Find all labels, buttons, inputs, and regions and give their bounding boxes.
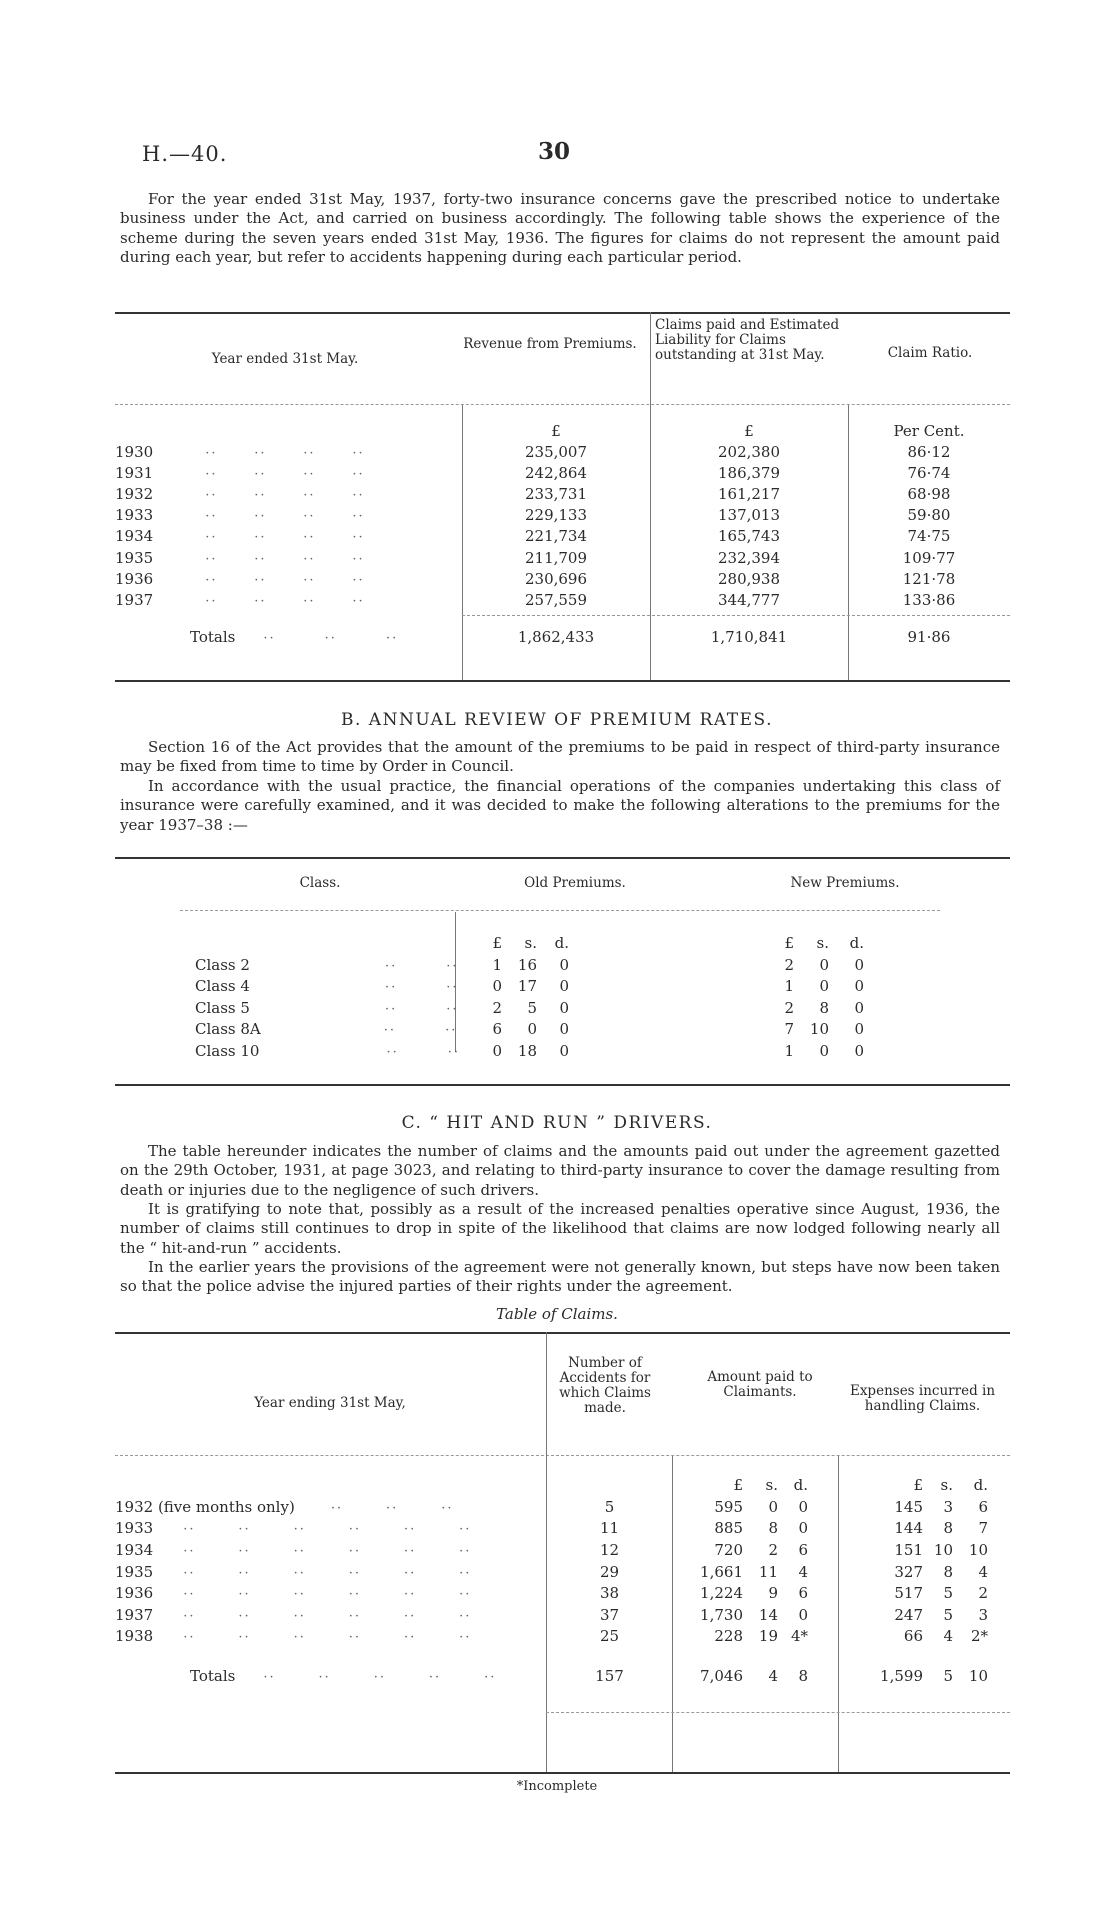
- expenses-pounds: 144: [894, 1519, 923, 1538]
- expenses-pence: 7: [978, 1519, 988, 1538]
- paid-pounds: 1,730: [700, 1605, 743, 1624]
- old-pounds: 0: [492, 977, 502, 996]
- unit-label: £: [551, 421, 561, 440]
- year-cell: 1935: [115, 548, 154, 567]
- old-pounds: 6: [492, 1020, 502, 1039]
- expenses-pence: 2*: [970, 1627, 988, 1646]
- revenue-cell: 229,133: [524, 506, 588, 525]
- new-pounds: 2: [784, 955, 794, 974]
- year-cell: 1933: [115, 1519, 154, 1538]
- class-cell: Class 2: [195, 955, 250, 974]
- col-header-year: Year ending 31st May,: [254, 1395, 406, 1411]
- totals-label: Totals: [190, 1667, 236, 1686]
- new-shillings: 0: [819, 955, 829, 974]
- section-b-title: B. ANNUAL REVIEW OF PREMIUM RATES.: [341, 710, 773, 730]
- section-c-paragraph-2: It is gratifying to note that, possibly as a result of the increased penalties operative since August, 1936, the number of claims still continues to drop in spite of the likelihood that claims are now lodged following nearly all the “ hit-and-run ” accidents.: [120, 1200, 1000, 1257]
- paid-pence: 0: [798, 1519, 808, 1538]
- totals-row: Totals ·· ·· ·· ·· ·· 157 7,046 4 8 1,599 5 10: [115, 1661, 988, 1691]
- expenses-shillings: 4: [943, 1627, 953, 1646]
- expenses-pence: 3: [978, 1605, 988, 1624]
- ratio-cell: 133·86: [902, 590, 956, 609]
- totals-row: Totals ·· ·· ·· 1,862,433 1,710,841 91·86: [115, 623, 1010, 651]
- class-cell: Class 8A: [195, 1020, 261, 1039]
- total-ratio: 91·86: [907, 627, 951, 646]
- premium-rates-body: [195, 932, 864, 1062]
- total-paid-shillings: 4: [768, 1667, 778, 1686]
- revenue-cell: 221,734: [524, 527, 588, 546]
- paid-pence: 4*: [790, 1627, 808, 1646]
- table-row: 1935 ·· ·· ·· ·· ·· ·· 29 1,661 11 4 327 8 4: [115, 1562, 988, 1581]
- col-header-new-premiums: New Premiums.: [790, 875, 900, 891]
- accidents-cell: 38: [599, 1584, 620, 1603]
- expenses-shillings: 5: [943, 1584, 953, 1603]
- col-header-old-premiums: Old Premiums.: [524, 875, 626, 891]
- table-row: 1938 ·· ·· ·· ·· ·· ·· 25 228 19 4* 66 4 2*: [115, 1627, 988, 1646]
- new-pounds: 1: [784, 977, 794, 996]
- class-cell: Class 10: [195, 1041, 260, 1060]
- revenue-cell: 235,007: [524, 442, 588, 461]
- year-cell: 1932: [115, 484, 154, 503]
- ratio-cell: 59·80: [907, 506, 951, 525]
- new-pence: 0: [854, 1041, 864, 1060]
- unit-pounds: £: [913, 1476, 923, 1494]
- claims-cell: 344,777: [717, 590, 781, 609]
- unit-pounds: £: [733, 1476, 743, 1494]
- expenses-pence: 4: [978, 1562, 988, 1581]
- expenses-pounds: 66: [903, 1627, 923, 1646]
- new-shillings: 8: [819, 998, 829, 1017]
- claims-cell: 202,380: [717, 442, 781, 461]
- table-rule: [115, 857, 1010, 859]
- old-pounds: 0: [492, 1041, 502, 1060]
- total-expenses-pounds: 1,599: [880, 1667, 923, 1686]
- new-pence: 0: [854, 977, 864, 996]
- table-rule: [115, 680, 1010, 682]
- total-revenue: 1,862,433: [517, 627, 595, 646]
- year-cell: 1936: [115, 1584, 154, 1603]
- table-rule: [462, 615, 1010, 616]
- table-rule: [115, 1772, 1010, 1774]
- paid-pence: 6: [798, 1584, 808, 1603]
- paid-pence: 6: [798, 1540, 808, 1559]
- table-row: 1931 ·· ·· ·· ·· 242,864 186,379 76·74: [115, 462, 1010, 483]
- accidents-cell: 25: [599, 1627, 620, 1646]
- paid-shillings: 0: [768, 1497, 778, 1516]
- total-accidents: 157: [595, 1667, 624, 1686]
- table-row: 1933 ·· ·· ·· ·· 229,133 137,013 59·80: [115, 505, 1010, 526]
- table-row: Class 10 ·· ·· 0 18 0 1 0 0: [195, 1041, 864, 1060]
- table-row: 1936 ·· ·· ·· ·· ·· ·· 38 1,224 9 6 517 5 2: [115, 1584, 988, 1603]
- unit-pence: d.: [849, 934, 864, 952]
- expenses-pence: 6: [978, 1497, 988, 1516]
- paid-pounds: 228: [714, 1627, 743, 1646]
- totals-label: Totals: [190, 627, 236, 646]
- ratio-cell: 121·78: [902, 569, 956, 588]
- year-cell: 1932 (five months only): [115, 1497, 295, 1516]
- class-cell: Class 5: [195, 998, 250, 1017]
- unit-pence: d.: [554, 934, 569, 952]
- old-pounds: 1: [492, 955, 502, 974]
- unit-pounds: £: [784, 934, 794, 952]
- table-rule: [115, 1455, 1010, 1456]
- table-row: Class 5 ·· ·· 2 5 0 2 8 0: [195, 998, 864, 1017]
- unit-shillings: s.: [940, 1476, 953, 1494]
- new-pence: 0: [854, 1020, 864, 1039]
- section-b-paragraph-1: Section 16 of the Act provides that the amount of the premiums to be paid in respect of third-party insurance may be fixed from time to time by Order in Council.: [120, 738, 1000, 776]
- col-header-year: Year ended 31st May.: [211, 351, 359, 367]
- accidents-cell: 5: [604, 1497, 615, 1516]
- year-cell: 1933: [115, 506, 154, 525]
- units-row: [195, 932, 864, 954]
- page-number: 30: [538, 138, 571, 165]
- paid-pence: 4: [798, 1562, 808, 1581]
- table-row: 1936 ·· ·· ·· ·· 230,696 280,938 121·78: [115, 568, 1010, 589]
- expenses-shillings: 3: [943, 1497, 953, 1516]
- table-row: 1932 (five months only) ·· ·· ·· 5 595 0 0 145 3 6: [115, 1497, 988, 1516]
- claims-cell: 161,217: [717, 484, 781, 503]
- table-rule: [180, 910, 940, 911]
- paid-shillings: 2: [768, 1540, 778, 1559]
- new-shillings: 0: [819, 977, 829, 996]
- total-claims: 1,710,841: [710, 627, 788, 646]
- new-pence: 0: [854, 955, 864, 974]
- expenses-shillings: 8: [943, 1562, 953, 1581]
- paid-shillings: 19: [758, 1627, 778, 1646]
- col-header-amount-paid: Amount paid to Claimants.: [707, 1369, 813, 1400]
- total-paid-pounds: 7,046: [700, 1667, 743, 1686]
- year-cell: 1938: [115, 1627, 154, 1646]
- table-row: Class 4 ·· ·· 0 17 0 1 0 0: [195, 977, 864, 996]
- revenue-cell: 242,864: [524, 463, 588, 482]
- revenue-cell: 230,696: [524, 569, 588, 588]
- col-header-expenses: Expenses incurred in handling Claims.: [849, 1383, 996, 1414]
- table-row: 1937 ·· ·· ·· ·· ·· ·· 37 1,730 14 0 247 5 3: [115, 1605, 988, 1624]
- units-row: [115, 1474, 988, 1496]
- old-shillings: 16: [517, 955, 537, 974]
- unit-pence: d.: [793, 1476, 808, 1494]
- table-caption: Table of Claims.: [496, 1305, 618, 1323]
- old-shillings: 18: [517, 1041, 537, 1060]
- col-header-revenue: Revenue from Premiums.: [463, 336, 637, 352]
- revenue-cell: 233,731: [524, 484, 588, 503]
- table-rule: [115, 1084, 1010, 1086]
- year-cell: 1931: [115, 463, 154, 482]
- table-row: Class 8A ·· ·· 6 0 0 7 10 0: [195, 1020, 864, 1039]
- new-pounds: 7: [784, 1020, 794, 1039]
- table-row: 1930 ·· ·· ·· ·· 235,007 202,380 86·12: [115, 441, 1010, 462]
- table-row: 1934 ·· ·· ·· ·· ·· ·· 12 720 2 6 151 10 10: [115, 1540, 988, 1559]
- section-c-paragraph-1: The table hereunder indicates the number of claims and the amounts paid out under the agreement gazetted on the 29th October, 1931, at page 3023, and relating to third-party insurance to cover the damage resulting from death or injuries due to the negligence of such drivers.: [120, 1142, 1000, 1199]
- expenses-pounds: 145: [894, 1497, 923, 1516]
- claims-cell: 137,013: [717, 506, 781, 525]
- section-b-paragraph-2: In accordance with the usual practice, the financial operations of the companies undertaking this class of insurance were carefully examined, and it was decided to make the following alterations to the premiums for the year 1937–38 :—: [120, 777, 1000, 834]
- new-pounds: 1: [784, 1041, 794, 1060]
- total-paid-pence: 8: [798, 1667, 808, 1686]
- claims-cell: 186,379: [717, 463, 781, 482]
- accidents-cell: 12: [599, 1540, 620, 1559]
- paid-shillings: 11: [758, 1562, 778, 1581]
- table-rule: [115, 312, 1010, 314]
- old-pence: 0: [559, 1020, 569, 1039]
- expenses-pounds: 151: [894, 1540, 923, 1559]
- revenue-cell: 257,559: [524, 590, 588, 609]
- table-row: 1934 ·· ·· ·· ·· 221,734 165,743 74·75: [115, 526, 1010, 547]
- paid-pounds: 1,661: [700, 1562, 743, 1581]
- col-header-class: Class.: [299, 875, 341, 891]
- table-row: 1937 ·· ·· ·· ·· 257,559 344,777 133·86: [115, 589, 1010, 610]
- year-cell: 1934: [115, 527, 154, 546]
- year-cell: 1934: [115, 1540, 154, 1559]
- expenses-pounds: 247: [894, 1605, 923, 1624]
- paid-pounds: 595: [714, 1497, 743, 1516]
- expenses-pence: 10: [968, 1540, 988, 1559]
- paid-pounds: 1,224: [700, 1584, 743, 1603]
- old-shillings: 5: [527, 998, 537, 1017]
- unit-shillings: s.: [524, 934, 537, 952]
- year-cell: 1937: [115, 590, 154, 609]
- expenses-pence: 2: [978, 1584, 988, 1603]
- ratio-cell: 86·12: [907, 442, 951, 461]
- table-rule: [546, 1712, 1010, 1713]
- year-cell: 1936: [115, 569, 154, 588]
- ratio-cell: 68·98: [907, 484, 951, 503]
- expenses-shillings: 5: [943, 1605, 953, 1624]
- hit-and-run-claims-body: [115, 1474, 988, 1691]
- unit-pounds: £: [492, 934, 502, 952]
- old-shillings: 0: [527, 1020, 537, 1039]
- old-pounds: 2: [492, 998, 502, 1017]
- ratio-cell: 109·77: [902, 548, 956, 567]
- col-header-claims: Claims paid and Estimated Liability for Claims outstanding at 31st May.: [655, 317, 840, 363]
- unit-label: Per Cent.: [893, 421, 965, 440]
- paid-shillings: 8: [768, 1519, 778, 1538]
- claims-cell: 232,394: [717, 548, 781, 567]
- total-expenses-pence: 10: [968, 1667, 988, 1686]
- revenue-cell: 211,709: [524, 548, 588, 567]
- table-row: Class 2 ·· ·· 1 16 0 2 0 0: [195, 955, 864, 974]
- intro-paragraph: For the year ended 31st May, 1937, forty-two insurance concerns gave the prescribed notice to undertake business under the Act, and carried on business accordingly. The following table shows the experience of the scheme during the seven years ended 31st May, 1936. The figures for claims do not represent the amount paid during each year, but refer to accidents happening during each particular period.: [120, 190, 1000, 266]
- section-c-title: C. “ HIT AND RUN ” DRIVERS.: [401, 1113, 713, 1133]
- year-cell: 1930: [115, 442, 154, 461]
- paid-pence: 0: [798, 1497, 808, 1516]
- paid-pence: 0: [798, 1605, 808, 1624]
- accidents-cell: 29: [599, 1562, 620, 1581]
- old-pence: 0: [559, 955, 569, 974]
- unit-pence: d.: [973, 1476, 988, 1494]
- paid-shillings: 9: [768, 1584, 778, 1603]
- col-header-claim-ratio: Claim Ratio.: [887, 345, 973, 361]
- new-pence: 0: [854, 998, 864, 1017]
- old-shillings: 17: [517, 977, 537, 996]
- total-expenses-shillings: 5: [943, 1667, 953, 1686]
- expenses-pounds: 327: [894, 1562, 923, 1581]
- new-pounds: 2: [784, 998, 794, 1017]
- table-rule: [115, 404, 1010, 405]
- table-row: 1932 ·· ·· ·· ·· 233,731 161,217 68·98: [115, 483, 1010, 504]
- new-shillings: 0: [819, 1041, 829, 1060]
- old-pence: 0: [559, 998, 569, 1017]
- expenses-pounds: 517: [894, 1584, 923, 1603]
- table-row: 1933 ·· ·· ·· ·· ·· ·· 11 885 8 0 144 8 7: [115, 1519, 988, 1538]
- expenses-shillings: 8: [943, 1519, 953, 1538]
- accidents-cell: 11: [599, 1519, 620, 1538]
- footnote: *Incomplete: [516, 1779, 598, 1794]
- year-cell: 1937: [115, 1605, 154, 1624]
- old-pence: 0: [559, 1041, 569, 1060]
- new-shillings: 10: [809, 1020, 829, 1039]
- section-c-paragraph-3: In the earlier years the provisions of the agreement were not generally known, but steps have now been taken so that the police advise the injured parties of their rights under the agreement.: [120, 1258, 1000, 1296]
- paid-shillings: 14: [758, 1605, 778, 1624]
- paid-pounds: 720: [714, 1540, 743, 1559]
- unit-shillings: s.: [765, 1476, 778, 1494]
- ratio-cell: 76·74: [907, 463, 951, 482]
- table-row: 1935 ·· ·· ·· ·· 211,709 232,394 109·77: [115, 547, 1010, 568]
- unit-shillings: s.: [816, 934, 829, 952]
- claims-cell: 165,743: [717, 527, 781, 546]
- table-rule: [115, 1332, 1010, 1334]
- col-header-accidents: Number of Accidents for which Claims made.: [559, 1355, 651, 1416]
- class-cell: Class 4: [195, 977, 250, 996]
- claims-cell: 280,938: [717, 569, 781, 588]
- unit-label: £: [744, 421, 754, 440]
- expenses-shillings: 10: [933, 1540, 953, 1559]
- units-row: [115, 420, 1010, 441]
- accidents-cell: 37: [599, 1605, 620, 1624]
- old-pence: 0: [559, 977, 569, 996]
- year-cell: 1935: [115, 1562, 154, 1581]
- ratio-cell: 74·75: [907, 527, 951, 546]
- paid-pounds: 885: [714, 1519, 743, 1538]
- document-reference: H.—40.: [142, 142, 228, 166]
